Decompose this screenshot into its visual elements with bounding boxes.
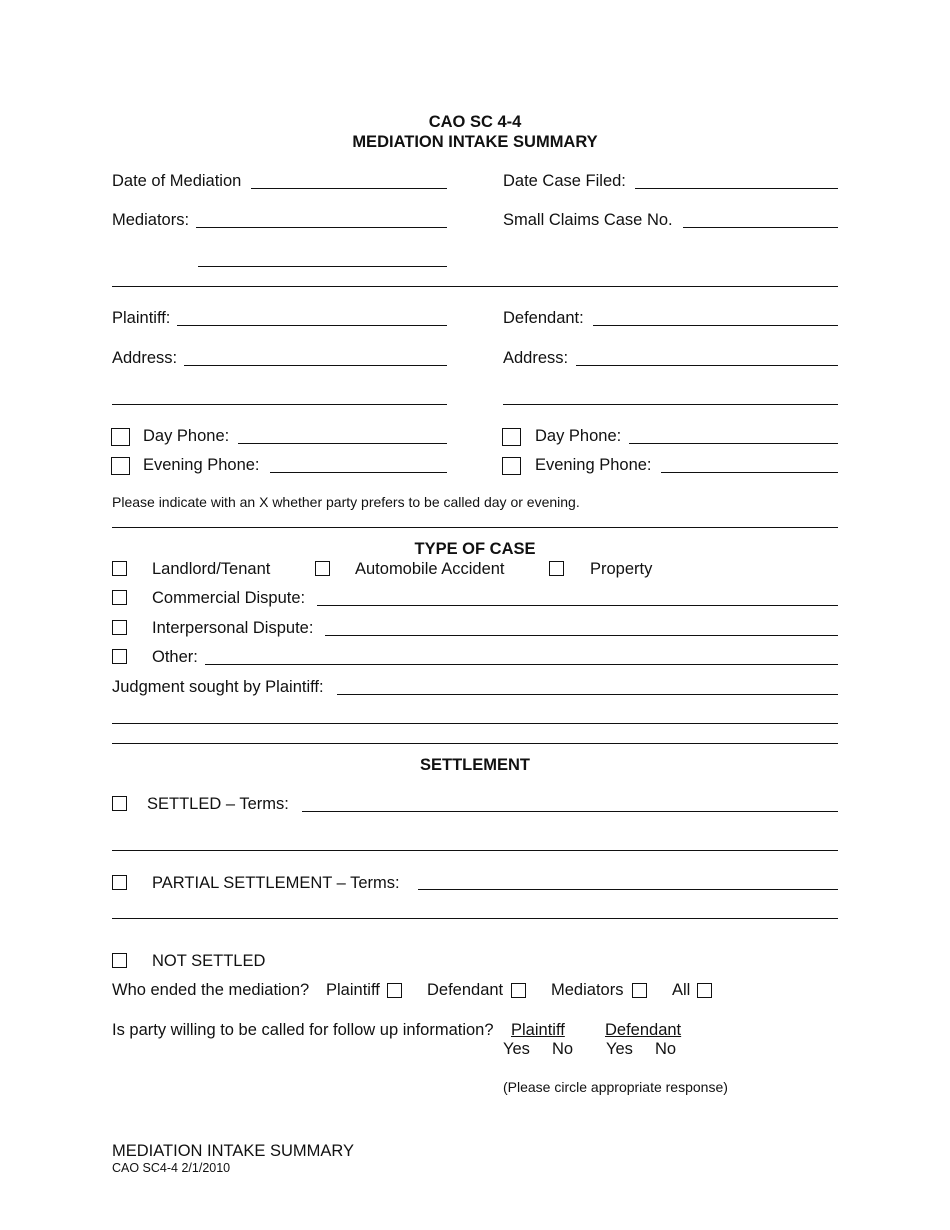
phone-preference-note: Please indicate with an X whether party prefers to be called day or evening.: [112, 494, 580, 510]
interpersonal-dispute-checkbox[interactable]: [112, 620, 127, 635]
date-of-mediation-label: Date of Mediation: [112, 172, 242, 190]
defendant-address-field-2[interactable]: [503, 404, 838, 405]
case-no-field[interactable]: [683, 227, 838, 228]
defendant-field[interactable]: [593, 325, 838, 326]
judgment-sought-field-2[interactable]: [112, 723, 838, 724]
commercial-dispute-checkbox[interactable]: [112, 590, 127, 605]
mediators-label: Mediators:: [112, 211, 190, 229]
who-ended-mediators-label: Mediators: [551, 981, 624, 999]
defendant-yes[interactable]: Yes: [606, 1040, 633, 1058]
defendant-evening-checkbox[interactable]: [502, 457, 521, 475]
date-case-filed-label: Date Case Filed:: [503, 172, 626, 190]
section-divider: [112, 527, 838, 528]
who-ended-label: Who ended the mediation?: [112, 981, 310, 999]
section-divider: [112, 743, 838, 744]
plaintiff-address-field[interactable]: [184, 365, 447, 366]
footer-title: MEDIATION INTAKE SUMMARY: [112, 1142, 355, 1160]
settled-checkbox[interactable]: [112, 796, 127, 811]
interpersonal-dispute-label: Interpersonal Dispute:: [152, 619, 314, 637]
landlord-tenant-checkbox[interactable]: [112, 561, 127, 576]
partial-settlement-terms-field-2[interactable]: [112, 918, 838, 919]
settled-terms-field-2[interactable]: [112, 850, 838, 851]
mediators-field-1[interactable]: [196, 227, 447, 228]
who-ended-all-checkbox[interactable]: [697, 983, 712, 998]
date-case-filed-field[interactable]: [635, 188, 838, 189]
plaintiff-evening-checkbox[interactable]: [111, 457, 130, 475]
settled-label: SETTLED – Terms:: [147, 795, 289, 813]
mediators-field-2[interactable]: [198, 266, 447, 267]
plaintiff-no[interactable]: No: [552, 1040, 574, 1058]
plaintiff-label: Plaintiff:: [112, 309, 171, 327]
defendant-day-phone-field[interactable]: [629, 443, 838, 444]
plaintiff-day-phone-field[interactable]: [238, 443, 447, 444]
defendant-evening-phone-label: Evening Phone:: [535, 456, 652, 474]
case-no-label: Small Claims Case No.: [503, 211, 673, 229]
partial-settlement-terms-field[interactable]: [418, 889, 838, 890]
plaintiff-address-field-2[interactable]: [112, 404, 447, 405]
who-ended-all-label: All: [672, 981, 691, 999]
other-checkbox[interactable]: [112, 649, 127, 664]
not-settled-label: NOT SETTLED: [152, 952, 266, 970]
defendant-day-phone-label: Day Phone:: [535, 427, 622, 445]
defendant-label: Defendant:: [503, 309, 584, 327]
section-divider: [112, 286, 838, 287]
interpersonal-dispute-field[interactable]: [325, 635, 838, 636]
plaintiff-day-checkbox[interactable]: [111, 428, 130, 446]
judgment-sought-label: Judgment sought by Plaintiff:: [112, 678, 324, 696]
who-ended-plaintiff-checkbox[interactable]: [387, 983, 402, 998]
plaintiff-field[interactable]: [177, 325, 447, 326]
settlement-heading: SETTLEMENT: [420, 756, 530, 774]
circle-note: (Please circle appropriate response): [503, 1079, 728, 1095]
defendant-day-checkbox[interactable]: [502, 428, 521, 446]
landlord-tenant-label: Landlord/Tenant: [152, 560, 271, 578]
type-of-case-heading: TYPE OF CASE: [414, 540, 536, 558]
property-checkbox[interactable]: [549, 561, 564, 576]
property-label: Property: [590, 560, 653, 578]
plaintiff-address-label: Address:: [112, 349, 178, 367]
partial-settlement-label: PARTIAL SETTLEMENT – Terms:: [152, 874, 400, 892]
date-of-mediation-field[interactable]: [251, 188, 447, 189]
plaintiff-day-phone-label: Day Phone:: [143, 427, 230, 445]
other-field[interactable]: [205, 664, 838, 665]
other-label: Other:: [152, 648, 198, 666]
who-ended-defendant-checkbox[interactable]: [511, 983, 526, 998]
plaintiff-yes[interactable]: Yes: [503, 1040, 530, 1058]
judgment-sought-field[interactable]: [337, 694, 838, 695]
follow-up-plaintiff-header: Plaintiff: [511, 1021, 565, 1039]
follow-up-label: Is party willing to be called for follow up information?: [112, 1021, 494, 1039]
partial-settlement-checkbox[interactable]: [112, 875, 127, 890]
follow-up-defendant-header: Defendant: [605, 1021, 682, 1039]
who-ended-mediators-checkbox[interactable]: [632, 983, 647, 998]
defendant-evening-phone-field[interactable]: [661, 472, 838, 473]
footer-code: CAO SC4-4 2/1/2010: [112, 1161, 231, 1175]
page-title: MEDIATION INTAKE SUMMARY: [352, 133, 598, 151]
who-ended-defendant-label: Defendant: [427, 981, 504, 999]
form-code: CAO SC 4-4: [428, 113, 522, 131]
plaintiff-evening-phone-field[interactable]: [270, 472, 447, 473]
plaintiff-evening-phone-label: Evening Phone:: [143, 456, 260, 474]
defendant-address-field[interactable]: [576, 365, 838, 366]
automobile-accident-label: Automobile Accident: [355, 560, 505, 578]
who-ended-plaintiff-label: Plaintiff: [326, 981, 380, 999]
commercial-dispute-label: Commercial Dispute:: [152, 589, 306, 607]
commercial-dispute-field[interactable]: [317, 605, 838, 606]
not-settled-checkbox[interactable]: [112, 953, 127, 968]
defendant-no[interactable]: No: [655, 1040, 677, 1058]
settled-terms-field[interactable]: [302, 811, 838, 812]
defendant-address-label: Address:: [503, 349, 569, 367]
automobile-accident-checkbox[interactable]: [315, 561, 330, 576]
